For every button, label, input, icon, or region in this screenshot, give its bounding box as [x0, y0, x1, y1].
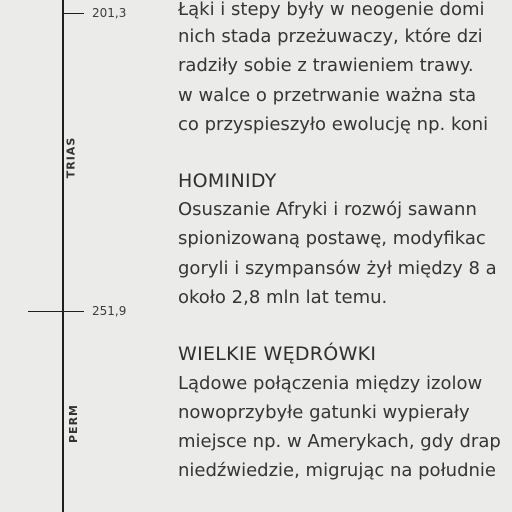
- timeline-axis: [62, 0, 64, 512]
- timeline-tick-201-3: [62, 13, 84, 14]
- section-heading-wielkie-wedrowki: WIELKIE WĘDRÓWKI: [178, 343, 377, 365]
- paragraph-line: spionizowaną postawę, modyfikac: [178, 228, 486, 249]
- article-content: [178, 0, 512, 512]
- paragraph-line: niedźwiedzie, migrując na południe: [178, 460, 496, 481]
- paragraph-line: około 2,8 mln lat temu.: [178, 287, 388, 308]
- paragraph-line: Lądowe połączenia między izolow: [178, 373, 483, 394]
- paragraph-line: miejsce np. w Amerykach, gdy drap: [178, 431, 501, 452]
- section-heading-hominidy: HOMINIDY: [178, 170, 277, 192]
- paragraph-line: co przyspieszyło ewolucję np. koni: [178, 114, 489, 135]
- paragraph-line: w walce o przetrwanie ważna sta: [178, 85, 477, 106]
- timeline-tick-251-9: [28, 311, 84, 312]
- period-label-trias: TRIAS: [64, 136, 78, 179]
- paragraph-line: Łąki i stepy były w neogenie domi: [178, 0, 485, 20]
- paragraph-line: goryli i szympansów żył między 8 a: [178, 258, 497, 279]
- paragraph-line: Osuszanie Afryki i rozwój sawann: [178, 199, 477, 220]
- paragraph-line: nich stada przeżuwaczy, które dzi: [178, 26, 483, 47]
- paragraph-line: nowoprzybyłe gatunki wypierały: [178, 402, 470, 423]
- timeline-tick-label: 201,3: [92, 6, 127, 20]
- paragraph-line: radziły sobie z trawieniem trawy.: [178, 55, 474, 76]
- period-label-perm: PERM: [67, 404, 80, 443]
- timeline-tick-label: 251,9: [92, 304, 127, 318]
